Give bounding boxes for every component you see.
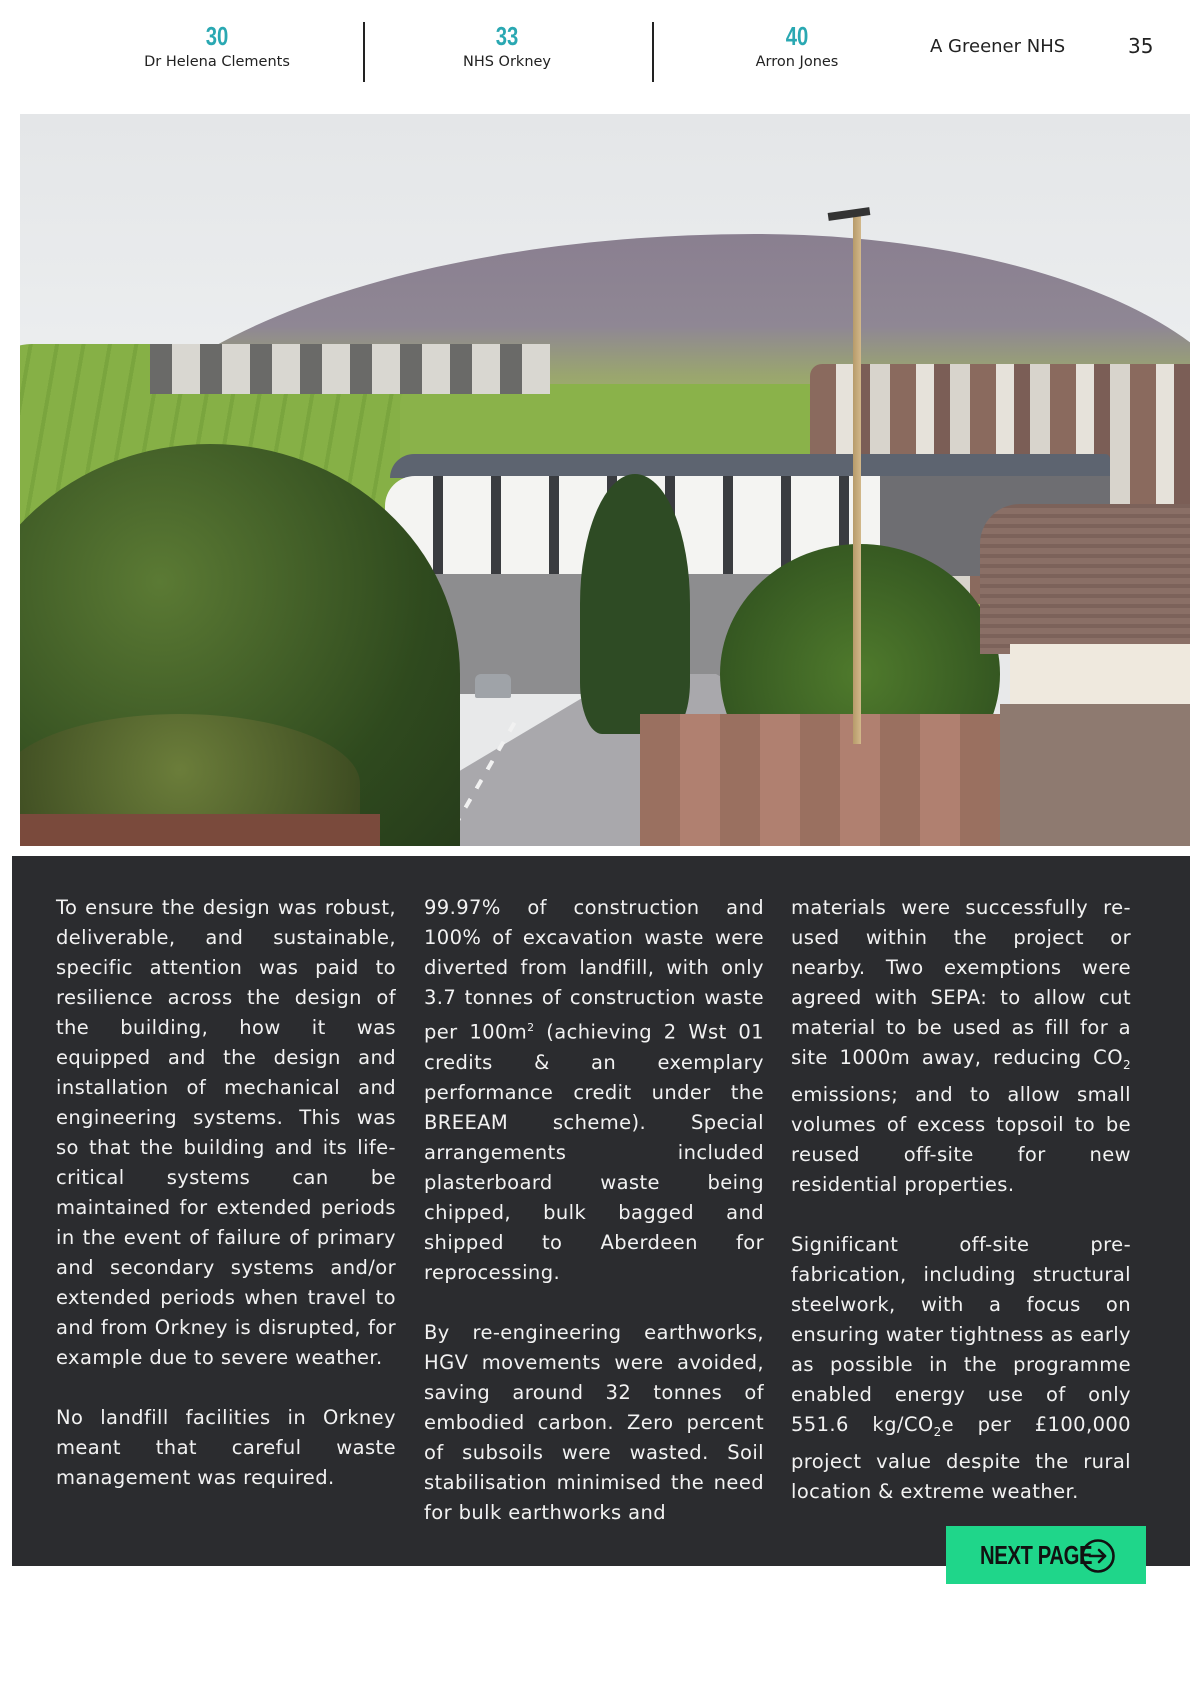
photo-car <box>475 674 511 698</box>
superscript: 2 <box>527 1021 535 1034</box>
photo-tree <box>580 474 690 734</box>
photo-lamppost <box>853 214 861 744</box>
text-run: (achieving 2 Wst 01 credits & an exemplary performance credit under the BREEAM scheme). Special arrangements included plasterboard waste being chipped, bulk bagged and shipped to Aberdeen for reprocessing. <box>424 1020 764 1284</box>
text-run: emissions; and to allow small volumes of excess topsoil to be reused off-site for new residential properties. <box>791 1082 1131 1196</box>
hospital-landscape-photo <box>20 114 1190 846</box>
subscript: 2 <box>933 1424 942 1439</box>
arrow-right-circle-icon <box>1080 1538 1116 1574</box>
photo-hospital-roof <box>390 454 1110 478</box>
photo-gate-pillar <box>1000 704 1190 846</box>
subscript: 2 <box>1122 1057 1131 1072</box>
article-text-panel <box>12 856 1190 1566</box>
nav-link-dr-helena-clements[interactable] <box>77 22 357 70</box>
paragraph: To ensure the design was robust, deliverable, and sustainable, specific attention was paid to resilience across the design of the building, how it was equipped and the design and installation of mechanical and engineering systems. This was so that the building and its life-critical systems can be maintained for extended periods in the event of failure of primary and secondary systems and/or extended periods when travel to and from Orkney is disrupted, for example due to severe weather. <box>56 896 396 1369</box>
text-column-2 <box>424 893 764 1528</box>
nav-link-label: Dr Helena Clements <box>144 54 290 70</box>
text-column-1 <box>56 893 396 1493</box>
photo-houses <box>150 344 550 394</box>
nav-link-arron-jones[interactable] <box>657 22 937 70</box>
next-page-button[interactable] <box>946 1526 1146 1584</box>
photo-stone-wall <box>20 814 380 846</box>
publication-title: A Greener NHS <box>930 36 1066 57</box>
text-run: materials were successfully re-used within the project or nearby. Two exemptions were agreed with SEPA: to allow cut material to be used as fill for a site 1000m away, reducing CO <box>791 896 1131 1069</box>
paragraph <box>791 1230 1131 1507</box>
nav-link-page-number: 40 <box>785 21 809 51</box>
paragraph <box>424 893 764 1288</box>
next-page-label: NEXT PAGE <box>980 1540 1093 1570</box>
text-column-3 <box>791 893 1131 1507</box>
page-number: 35 <box>1128 34 1154 58</box>
page-header <box>0 0 1200 100</box>
nav-link-page-number: 30 <box>205 21 229 51</box>
paragraph: No landfill facilities in Orkney meant that careful waste management was required. <box>56 1406 396 1489</box>
nav-link-nhs-orkney[interactable] <box>367 22 647 70</box>
nav-link-page-number: 33 <box>495 21 519 51</box>
nav-divider <box>363 22 365 82</box>
photo-house-roof <box>980 504 1190 654</box>
nav-link-label: NHS Orkney <box>462 54 552 70</box>
text-run: 99.97% of construction and 100% of excavation waste were diverted from landfill, with only 3.7 tonnes of construction waste per 100m <box>424 896 764 1044</box>
paragraph: By re-engineering earthworks, HGV movements were avoided, saving around 32 tonnes of embodied carbon. Zero percent of subsoils were wasted. Soil stabilisation minimised the need for bulk earthworks and <box>424 1320 764 1524</box>
nav-divider <box>652 22 654 82</box>
nav-link-label: Arron Jones <box>755 54 839 70</box>
paragraph <box>791 893 1131 1200</box>
text-run: e per £100,000 project value despite the rural location & extreme weather. <box>791 1412 1131 1503</box>
text-run: Significant off-site pre-fabrication, including structural steelwork, with a focus on ensuring water tightness as early as possible in the programme enabled energy use of only 551.6 kg/CO <box>791 1232 1131 1436</box>
